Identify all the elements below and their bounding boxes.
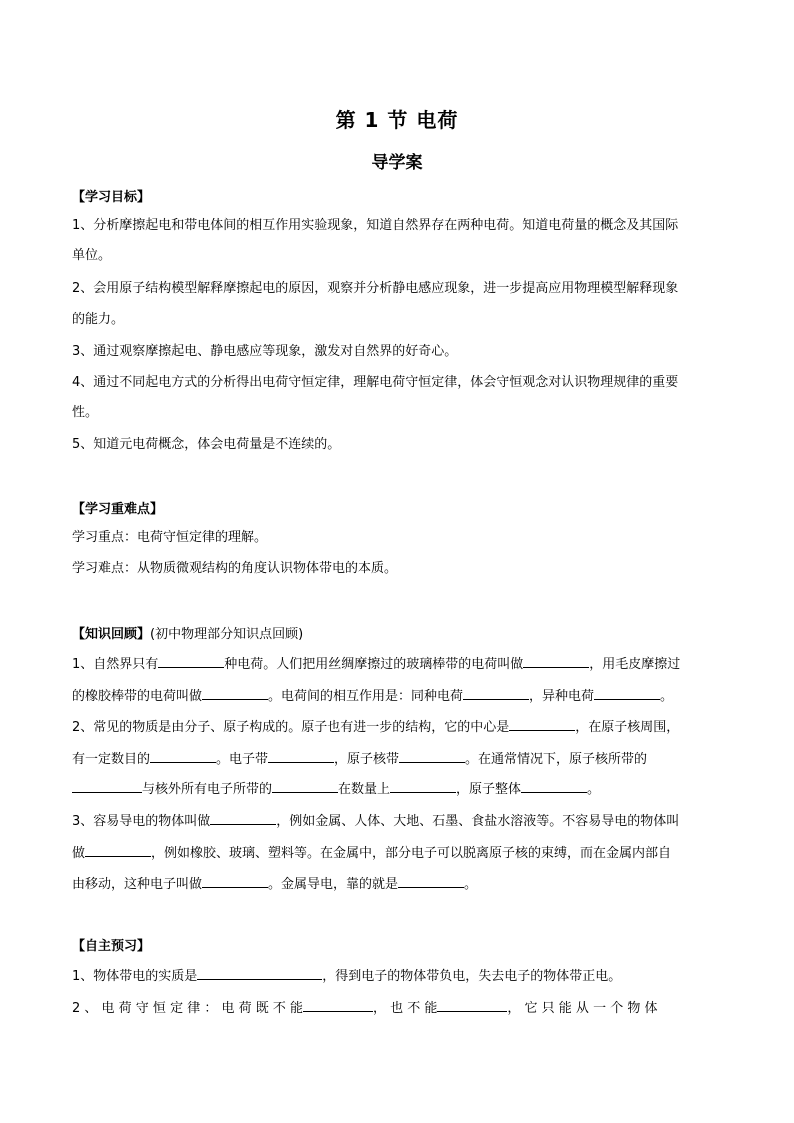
review-heading-text: 【知识回顾】 [72,627,151,642]
text-segment: ，例如橡胶、玻璃、塑料等。在金属中，部分电子可以脱离原子核的束缚，而在金属内部自 [151,846,672,861]
fill-blank[interactable] [272,779,338,793]
goals-line: 3、通过观察摩擦起电、静电感应等现象，激发对自然界的好奇心。 [72,344,458,359]
goals-line: 性。 [72,405,99,420]
goals-line: 4、通过不同起电方式的分析得出电荷守恒定律，理解电荷守恒定律，体会守恒观念对认识物理规律的重要 [72,375,679,390]
text-segment: ，原子核带 [334,752,400,767]
page-subtitle: 导学案 [371,153,423,173]
fill-blank[interactable] [463,686,529,700]
preview-line [72,966,621,986]
text-segment: 1、自然界只有 [72,657,159,672]
text-segment: 在数量上 [338,782,391,797]
goals-line: 单位。 [72,248,112,263]
fill-blank[interactable] [303,998,373,1012]
fill-blank[interactable] [197,966,322,980]
fill-blank[interactable] [437,998,507,1012]
text-segment: 。 [660,689,674,704]
text-segment: 。电荷间的相互作用是：同种电荷 [268,689,464,704]
text-segment: ，例如金属、人体、大地、石墨、食盐水溶液等。不容易导电的物体叫 [276,814,680,829]
text-segment: 有一定数目的 [72,752,151,767]
review-line [72,874,477,894]
key-points-heading: 【学习重难点】 [72,502,164,517]
fill-blank[interactable] [150,749,216,763]
text-segment: ，得到电子的物体带负电，失去电子的物体带正电。 [322,969,622,984]
text-segment: 。 [587,782,601,797]
fill-blank[interactable] [158,654,224,668]
fill-blank[interactable] [398,874,464,888]
review-line [72,779,600,799]
text-segment: 3、容易导电的物体叫做 [72,814,211,829]
review-heading-note: (初中物理部分知识点回顾) [150,627,304,642]
preview-line [72,998,657,1018]
review-line [72,717,679,737]
text-segment: 由移动，这种电子叫做 [72,877,203,892]
preview-heading: 【自主预习】 [72,939,151,954]
text-segment: ， 它 只 能 从 一 个 物 体 [507,1001,658,1016]
key-point-line: 学习重点：电荷守恒定律的理解。 [72,530,268,545]
review-line [72,843,671,863]
fill-blank[interactable] [268,749,334,763]
text-segment: 种电荷。人们把用丝绸摩擦过的玻璃棒带的电荷叫做 [224,657,524,672]
text-segment: ，用毛皮摩擦过 [589,657,681,672]
text-segment: 。电子带 [216,752,269,767]
review-line [72,654,680,674]
fill-blank[interactable] [210,811,276,825]
text-segment: 1、物体带电的实质是 [72,969,198,984]
text-segment: ，在原子核周围， [575,720,680,735]
goals-line: 5、知道元电荷概念，体会电荷量是不连续的。 [72,437,341,452]
fill-blank[interactable] [594,686,660,700]
fill-blank[interactable] [202,874,268,888]
key-point-line: 学习难点：从物质微观结构的角度认识物体带电的本质。 [72,561,398,576]
text-segment: 2 、 电 荷 守 恒 定 律 ： 电 荷 既 不 能 [72,1001,303,1016]
text-segment: 。在通常情况下，原子核所带的 [465,752,648,767]
goals-line: 1、分析摩擦起电和带电体间的相互作用实验现象，知道自然界存在两种电荷。知道电荷量的概念及其国际 [72,218,679,233]
text-segment: 的橡胶棒带的电荷叫做 [72,689,203,704]
text-segment: 与核外所有电子所带的 [142,782,273,797]
fill-blank[interactable] [523,654,589,668]
goals-heading: 【学习目标】 [72,190,151,205]
text-segment: ，原子整体 [456,782,522,797]
text-segment: 。金属导电，靠的就是 [268,877,399,892]
fill-blank[interactable] [202,686,268,700]
fill-blank[interactable] [390,779,456,793]
text-segment: 做 [72,846,86,861]
page-title: 第 1 节 电荷 [335,108,459,132]
fill-blank[interactable] [72,779,142,793]
text-segment: ， 也 不 能 [373,1001,438,1016]
review-line [72,811,679,831]
fill-blank[interactable] [509,717,575,731]
fill-blank[interactable] [521,779,587,793]
review-heading [72,623,303,642]
text-segment: 2、常见的物质是由分子、原子构成的。原子也有进一步的结构，它的中心是 [72,720,510,735]
fill-blank[interactable] [399,749,465,763]
review-line [72,749,647,769]
goals-line: 的能力。 [72,312,125,327]
fill-blank[interactable] [85,843,151,857]
goals-line: 2、会用原子结构模型解释摩擦起电的原因，观察并分析静电感应现象，进一步提高应用物理模型解释现象 [72,281,679,296]
review-line [72,686,673,706]
text-segment: ，异种电荷 [529,689,595,704]
text-segment: 。 [464,877,478,892]
